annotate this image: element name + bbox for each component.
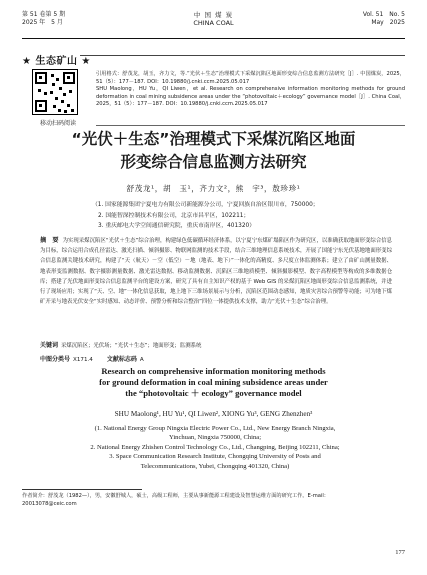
keywords-cn (40, 340, 392, 349)
title-cn-line-1: “光伏＋生态”治理模式下采煤沉陷区地面 (71, 130, 356, 148)
footnote-text: 作者简介：舒茂龙（1982—），男，安徽舒城人，硕士，高级工程师，主要从事新能源工程建设及智慧运维方面的研究工作。E-mail： (22, 493, 329, 499)
title-en-line-2: for ground deformation in coal mining subsidence areas under (99, 377, 328, 387)
qr-module (58, 109, 61, 112)
qr-module (69, 90, 72, 93)
qr-module (51, 74, 54, 77)
clc-label: 中图分类号 (40, 356, 71, 363)
affiliation-en-item: Telecommunications, Yubei, Chongqing 401320, China) (140, 462, 290, 470)
affiliation-en-item: (1. National Energy Group Ningxia Electric Power Co., Ltd., New Energy Branch Ningxia, (94, 425, 336, 432)
authors-en: SHU Maolong¹, HU Yu¹, QI Liwen², XIONG Yu³, GENG Zhenzhen³ (114, 410, 313, 418)
affiliation-en-item: 2. National Energy Zhishen Control Technology Co., Ltd., Changping, Beijing 102211, China; (90, 443, 340, 451)
footnote-divider (22, 489, 142, 490)
title-en-line-3: the “photovoltaic ＋ ecology” governance model (125, 388, 302, 398)
citation-cn: 引用格式：舒茂龙，胡玉，齐力文，等.“光伏＋生态”治理模式下采煤沉陷区地面形变综合信息监测方法研究［J］. 中国煤炭，2025，51（5）：177－187. DOI：10.19880/j.cnki.ccm.2025.05.017 (96, 71, 405, 85)
paper-title-en (0, 366, 427, 399)
citation-block (96, 71, 405, 109)
header-divider (22, 38, 405, 39)
section-divider (80, 55, 405, 56)
affiliations-cn (92, 200, 392, 232)
qr-module (52, 83, 55, 86)
qr-finder-top-right (63, 72, 75, 84)
qr-module (67, 104, 70, 107)
date-en: May 2025 (371, 19, 405, 26)
affiliation-en-item: 3. Space Communication Research Institute, Chongqing University of Posts and (109, 453, 321, 461)
date-cn: 2025 年 5 月 (22, 19, 63, 26)
abstract-cn-text: 为实现采煤沉陷区“光伏＋生态”综合治理，构建绿色低碳循环经济体系，以宁夏宁东煤矿塌陷区作为研究区，以准确获取地面形变综合信息为目标，综合运用合成孔径雷达、激光扫描、倾斜摄影、物联网监测的技术手段，结合三维地理信息系统技术，开展了国能宁东光伏基地地面形变综合信息监测关键技术研究，构建了“天（航天）－空（低空）－地（地表、地下）”一体化的高精度、多尺度立体监测体系；建立了由矿山测量数据、地表形变监测数据、数字摄影测量数据、激光雷达数据、移动监测数据、沉陷区三维地质模型、倾斜摄影模型、数字高程模型等构成的多维数据仓库；搭建了光伏地面形变综合信息监测平台的建设方案，研究了具有自主知识产权的基于 Web GIS 的采煤沉陷区地面形变综合信息监测系统，并进行了现场应用；实现了“天、空、地”一体化信息获取，地上地下三维场景展示与分析，沉陷区范围动态感知，地质灾害综合预警等功能；可为地下煤矿开采与地表光伏安全“实时感知、动态评价、预警分析和综合整治”四位一体提供技术支撑，助力“光伏＋生态”综合治理。 (40, 238, 393, 306)
volume-en: Vol. 51 No. 5 (362, 11, 405, 18)
qr-module (56, 78, 59, 81)
clc-code: X171.4 (73, 357, 93, 363)
qr-finder-top-left (35, 72, 47, 84)
section-tag: ★ 生态矿山 ★ (22, 56, 91, 67)
qr-module (50, 91, 53, 94)
qr-module (38, 89, 41, 92)
journal-name-cn: 中 国 煤 炭 (193, 11, 234, 19)
keywords-cn-label: 关键词 (40, 342, 59, 349)
paper-title-cn (0, 128, 427, 174)
author-footnote (22, 492, 382, 508)
qr-module (44, 92, 47, 95)
classification-line (40, 354, 392, 363)
title-en-line-1: Research on comprehensive information monitoring methods (101, 366, 326, 376)
footnote-email[interactable]: 20013078@ceic.com (22, 501, 77, 507)
journal-name-en: CHINA COAL (193, 19, 234, 27)
qr-module (71, 109, 74, 112)
affiliation-en-item: Yinchuan, Ningxia 750000, China; (168, 434, 262, 442)
qr-module (63, 93, 66, 96)
journal-header (0, 0, 427, 40)
title-cn-line-2: 形变综合信息监测方法研究 (120, 153, 307, 171)
qr-module (53, 105, 56, 108)
qr-module (59, 87, 62, 90)
citation-divider (96, 125, 405, 126)
doc-code-label: 文献标志码 (106, 356, 137, 363)
qr-caption: 移动扫码阅读 (39, 120, 76, 127)
volume-cn: 第 51 卷第 5 期 (22, 11, 66, 18)
abstract-cn (40, 236, 392, 307)
authors-cn: 舒茂龙¹，胡 玉¹，齐力文²，熊 宇³，敖珍珍¹ (126, 184, 301, 193)
qr-module (64, 110, 67, 113)
qr-code-icon[interactable] (32, 69, 78, 115)
qr-module (55, 97, 58, 100)
affiliations-en (40, 424, 390, 471)
page-number: 177 (395, 549, 405, 556)
affiliation-cn-item: 2. 国能智深控制技术有限公司，北京市昌平区，102211； (98, 212, 250, 219)
qr-finder-bottom-left (35, 100, 47, 112)
doc-code: A (139, 357, 144, 363)
affiliation-cn-item: 3. 重庆邮电大学空间通信研究院，重庆市南岸区，401320） (98, 223, 256, 229)
citation-en: SHU Maolong，HU Yu，QI Liwen，et al. Research on comprehensive information monitoring methods for ground deformation in coal mining subsidence areas under the “photovoltaic＋ecology” governance model［J］. China Coal，2025，51（5）：177－187. DOI：10.19880/j.cnki.ccm.2025.05.017 (96, 86, 405, 108)
affiliation-cn-item: （1. 国家能源集团宁夏电力有限公司新能源分公司，宁夏回族自治区银川市，750000； (92, 202, 319, 208)
header-right (363, 11, 405, 27)
abstract-cn-label: 摘 要 (40, 237, 59, 244)
keywords-cn-text: 采煤沉陷区；光伏场；“光伏＋生态”；地面形变；监测系统 (61, 343, 202, 349)
qr-module (61, 100, 64, 103)
